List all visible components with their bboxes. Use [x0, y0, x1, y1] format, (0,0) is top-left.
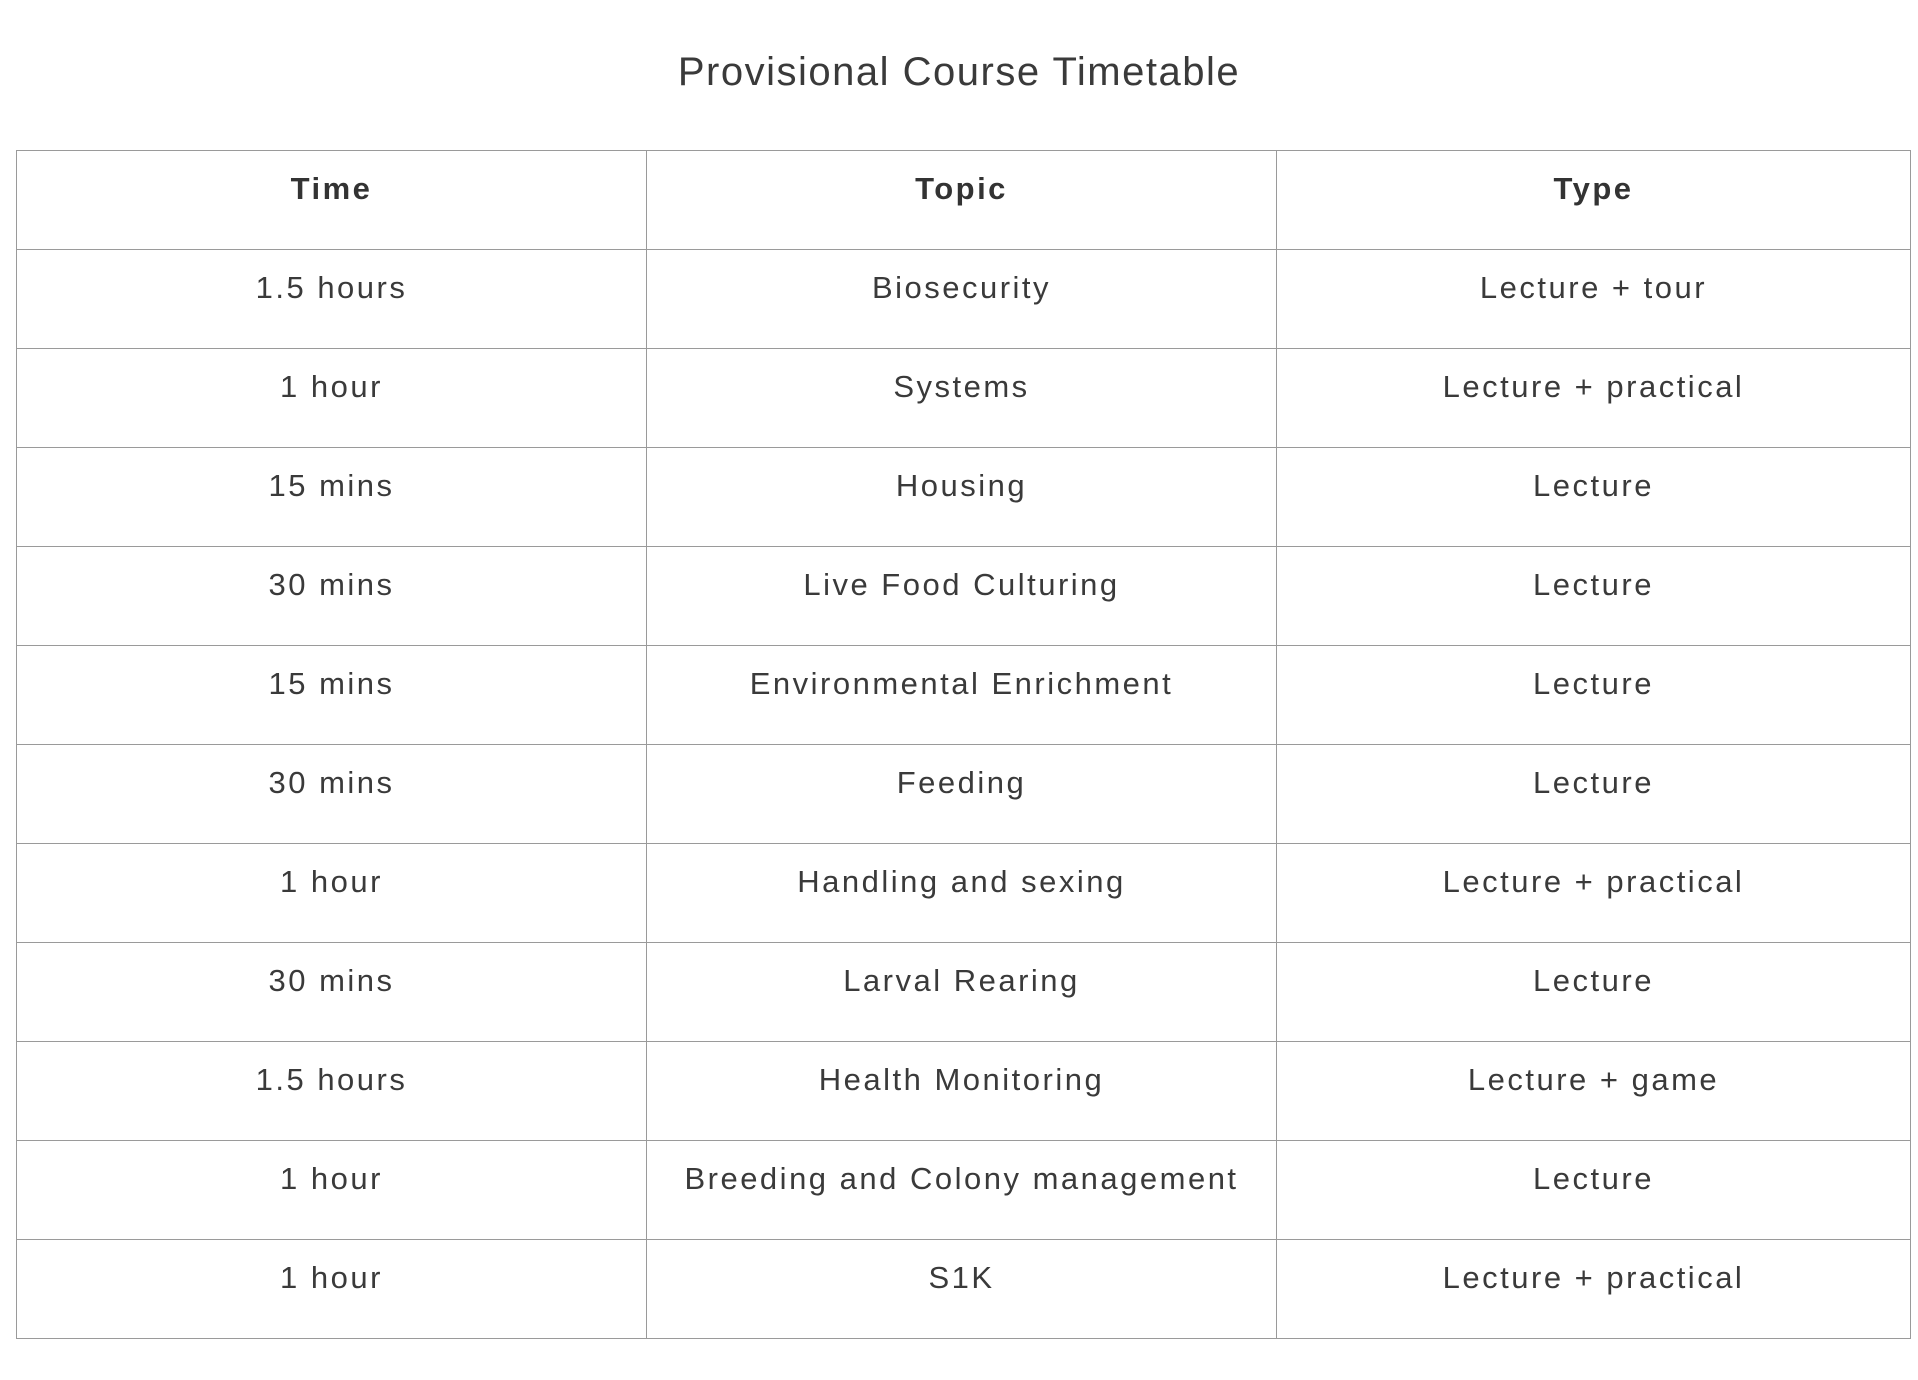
type-cell: Lecture — [1277, 745, 1911, 844]
type-cell: Lecture — [1277, 943, 1911, 1042]
time-cell: 30 mins — [17, 943, 647, 1042]
topic-cell: Biosecurity — [647, 250, 1277, 349]
time-cell: 15 mins — [17, 448, 647, 547]
table-row — [17, 646, 1911, 745]
type-cell: Lecture — [1277, 646, 1911, 745]
type-cell: Lecture + practical — [1277, 1240, 1911, 1339]
time-cell: 1 hour — [17, 1240, 647, 1339]
time-cell: 1 hour — [17, 349, 647, 448]
topic-cell: Feeding — [647, 745, 1277, 844]
table-row — [17, 448, 1911, 547]
table-row — [17, 745, 1911, 844]
type-cell: Lecture + game — [1277, 1042, 1911, 1141]
time-cell: 1 hour — [17, 844, 647, 943]
time-cell: 30 mins — [17, 547, 647, 646]
time-cell: 1.5 hours — [17, 250, 647, 349]
topic-cell: Handling and sexing — [647, 844, 1277, 943]
timetable — [16, 150, 1911, 1339]
table-row — [17, 349, 1911, 448]
table-row — [17, 1042, 1911, 1141]
topic-cell: Live Food Culturing — [647, 547, 1277, 646]
type-cell: Lecture + practical — [1277, 844, 1911, 943]
table-row — [17, 943, 1911, 1042]
page-title: Provisional Course Timetable — [677, 50, 1241, 94]
topic-cell: Housing — [647, 448, 1277, 547]
column-header-time: Time — [17, 151, 647, 250]
topic-cell: Environmental Enrichment — [647, 646, 1277, 745]
type-cell: Lecture — [1277, 1141, 1911, 1240]
topic-cell: Larval Rearing — [647, 943, 1277, 1042]
type-cell: Lecture — [1277, 547, 1911, 646]
time-cell: 30 mins — [17, 745, 647, 844]
table-header-row — [17, 151, 1911, 250]
time-cell: 1 hour — [17, 1141, 647, 1240]
column-header-topic: Topic — [647, 151, 1277, 250]
type-cell: Lecture + tour — [1277, 250, 1911, 349]
table-row — [17, 1240, 1911, 1339]
time-cell: 1.5 hours — [17, 1042, 647, 1141]
type-cell: Lecture + practical — [1277, 349, 1911, 448]
column-header-type: Type — [1277, 151, 1911, 250]
topic-cell: Health Monitoring — [647, 1042, 1277, 1141]
type-cell: Lecture — [1277, 448, 1911, 547]
table-row — [17, 844, 1911, 943]
topic-cell: S1K — [647, 1240, 1277, 1339]
table-row — [17, 1141, 1911, 1240]
topic-cell: Systems — [647, 349, 1277, 448]
table-row — [17, 547, 1911, 646]
table-row — [17, 250, 1911, 349]
topic-cell: Breeding and Colony management — [647, 1141, 1277, 1240]
time-cell: 15 mins — [17, 646, 647, 745]
